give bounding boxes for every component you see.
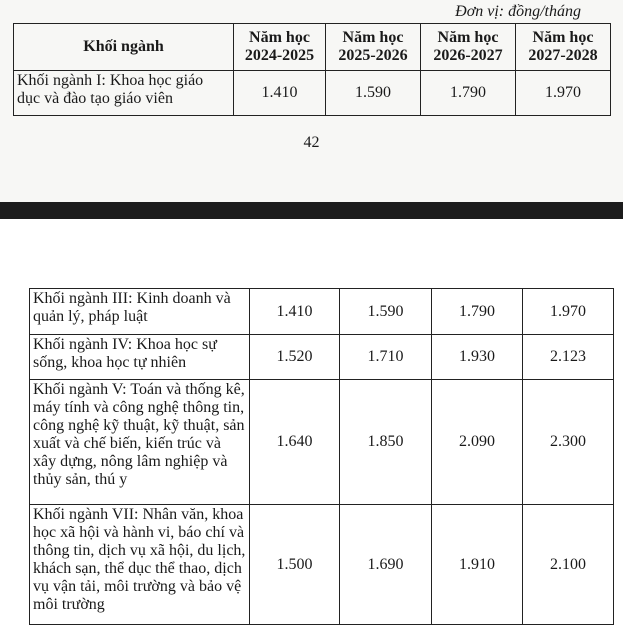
row-value: 1.970 [523,289,614,335]
row-value: 1.410 [250,289,340,335]
row-value: 1.520 [250,335,340,380]
row-value: 2.100 [523,505,614,625]
table-row [30,335,614,380]
table-row [30,505,614,625]
table-row [30,380,614,505]
row-value: 1.970 [516,71,611,116]
row-value: 1.850 [340,380,432,505]
row-value: 1.790 [432,289,523,335]
row-value: 2.123 [523,335,614,380]
row-value: 1.710 [340,335,432,380]
row-value: 1.410 [234,71,326,116]
row-value: 1.690 [340,505,432,625]
header-year-2026: Năm học 2026-2027 [421,24,516,71]
row-field-name: Khối ngành V: Toán và thống kê, máy tính và công nghệ thông tin, công nghệ kỹ thuật, kỹ thuật, sản xuất và chế biến, kiến trúc và xây dựng, nông lâm nghiệp và thủy sản, thú y [30,380,250,505]
row-field-name: Khối ngành IV: Khoa học sự sống, khoa học tự nhiên [30,335,250,380]
row-value: 1.500 [250,505,340,625]
row-value: 2.300 [523,380,614,505]
row-value: 1.640 [250,380,340,505]
unit-note: Đơn vị: đồng/tháng [455,3,581,20]
row-value: 1.910 [432,505,523,625]
header-year-2024: Năm học 2024-2025 [234,24,326,71]
table-row [14,71,611,116]
header-row [14,24,611,71]
row-value: 2.090 [432,380,523,505]
tuition-table-bottom [29,288,614,625]
header-year-2025: Năm học 2025-2026 [326,24,421,71]
row-field-name: Khối ngành VII: Nhân văn, khoa học xã hội và hành vi, báo chí và thông tin, dịch vụ xã hội, du lịch, khách sạn, thể dục thể thao, dịch vụ vận tải, môi trường và bảo vệ môi trường [30,505,250,625]
row-field-name: Khối ngành III: Kinh doanh và quản lý, pháp luật [30,289,250,335]
header-field: Khối ngành [14,24,234,71]
row-value: 1.590 [340,289,432,335]
row-value: 1.930 [432,335,523,380]
page-divider [0,202,623,219]
header-year-2027: Năm học 2027-2028 [516,24,611,71]
table-row [30,289,614,335]
row-field-name: Khối ngành I: Khoa học giáo dục và đào tạo giáo viên [14,71,234,116]
row-value: 1.590 [326,71,421,116]
page-number: 42 [303,134,320,151]
row-value: 1.790 [421,71,516,116]
tuition-table-top [13,23,611,116]
